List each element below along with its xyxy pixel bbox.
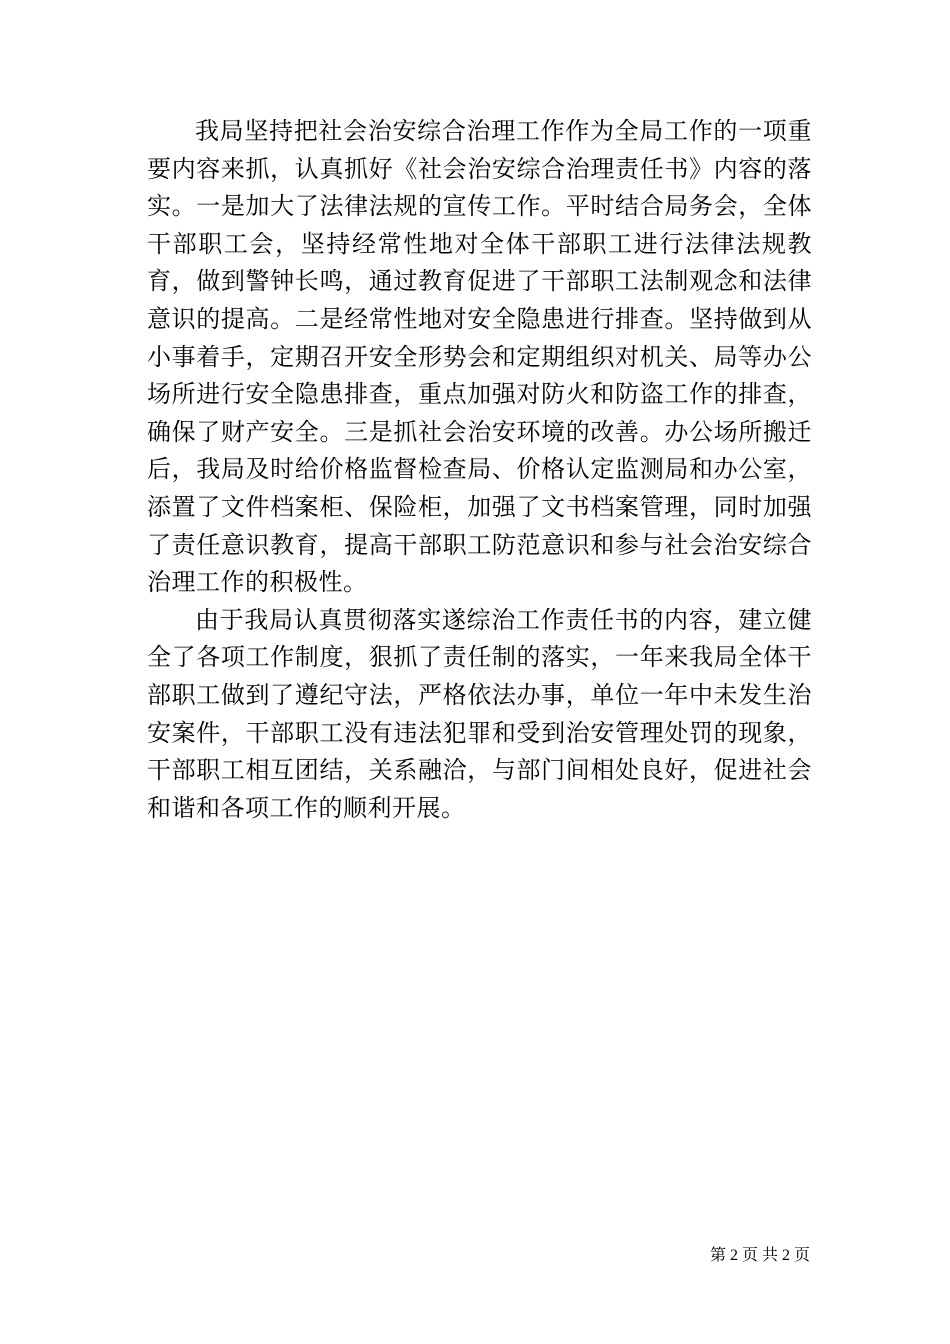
body-paragraph: 由于我局认真贯彻落实遂综治工作责任书的内容，建立健全了各项工作制度，狠抓了责任制的落实，一年来我局全体干部职工做到了遵纪守法，严格依法办事，单位一年中未发生治安案件，干部职工没有违法犯罪和受到治安管理处罚的现象，干部职工相互团结，关系融洽，与部门间相处良好，促进社会和谐和各项工作的顺利开展。 — [147, 607, 812, 822]
page-number-footer: 第 2 页 共 2 页 — [709, 1247, 810, 1264]
document-body — [147, 114, 812, 828]
body-paragraph: 我局坚持把社会治安综合治理工作作为全局工作的一项重要内容来抓，认真抓好《社会治安综合治理责任书》内容的落实。一是加大了法律法规的宣传工作。平时结合局务会，全体干部职工会，坚持经常性地对全体干部职工进行法律法规教育，做到警钟长鸣，通过教育促进了干部职工法制观念和法律意识的提高。二是经常性地对安全隐患进行排查。坚持做到从小事着手，定期召开安全形势会和定期组织对机关、局等办公场所进行安全隐患排查，重点加强对防火和防盗工作的排查，确保了财产安全。三是抓社会治安环境的改善。办公场所搬迁后，我局及时给价格监督检查局、价格认定监测局和办公室，添置了文件档案柜、保险柜，加强了文书档案管理，同时加强了责任意识教育，提高干部职工防范意识和参与社会治安综合治理工作的积极性。 — [147, 119, 812, 597]
